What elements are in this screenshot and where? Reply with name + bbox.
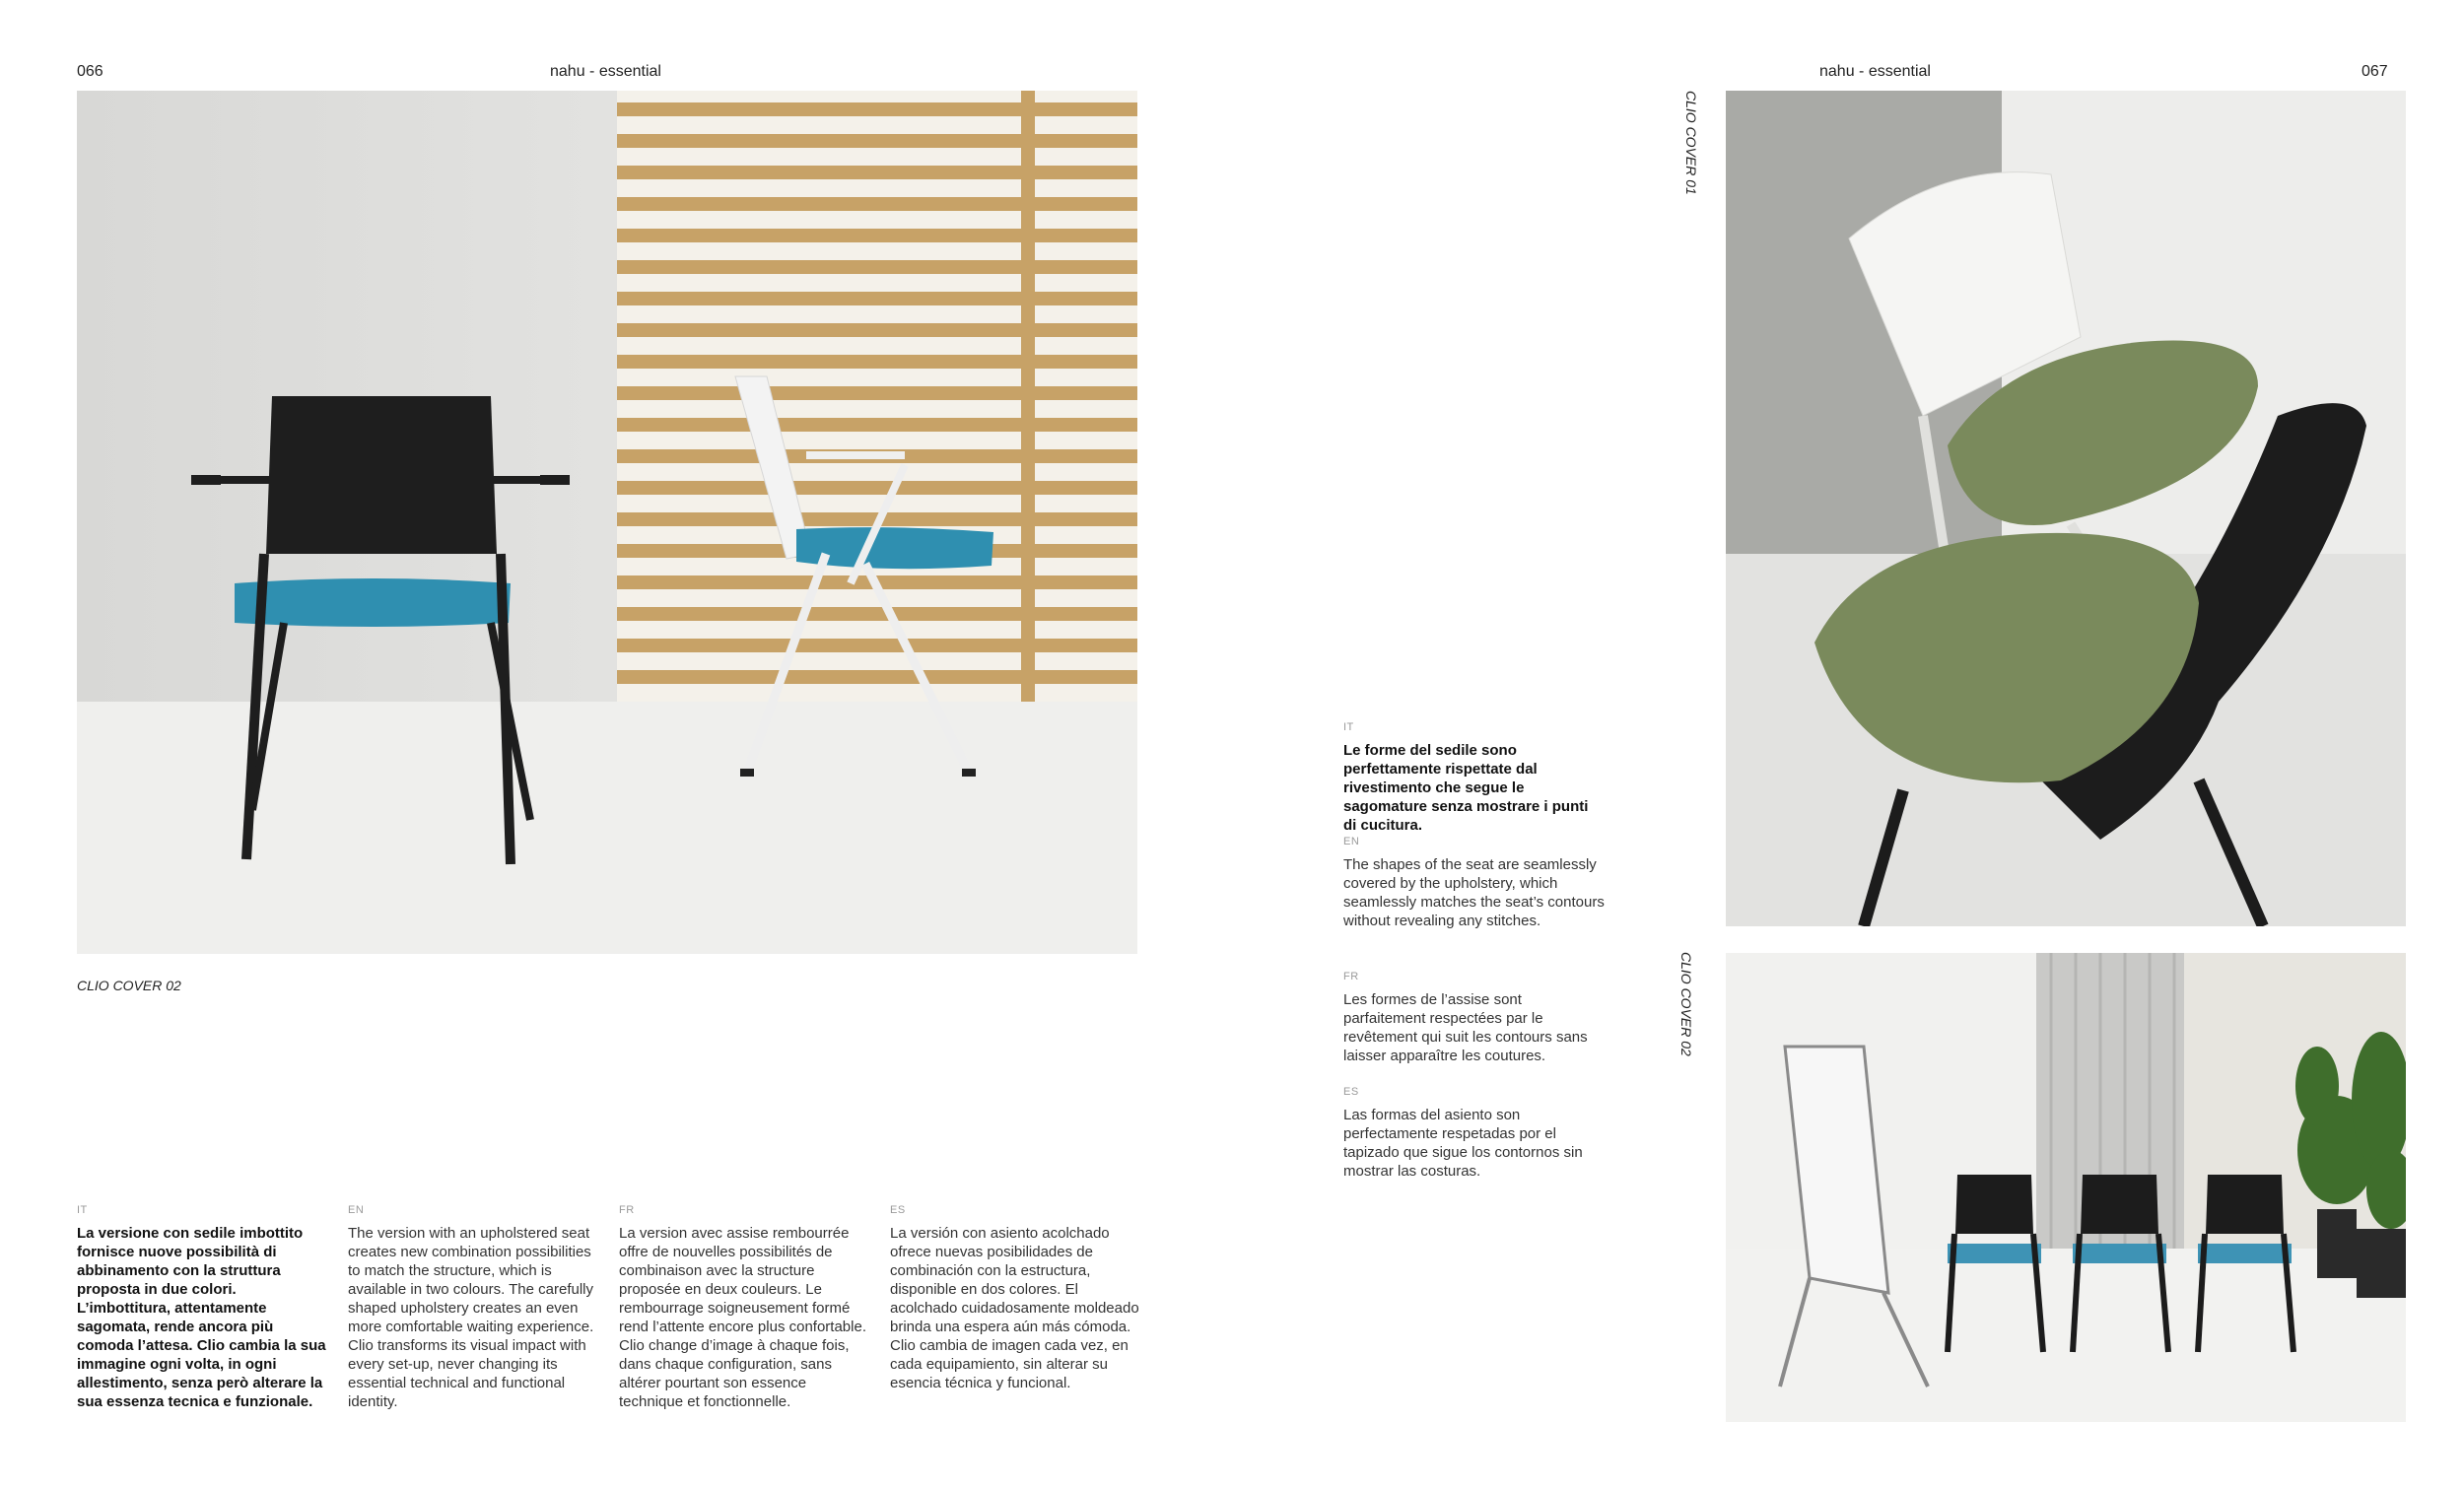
page-number-left: 066: [77, 63, 103, 80]
language-tag: IT: [77, 1204, 88, 1216]
body-text: Le forme del sedile sono perfettamente rispettate dal rivestimento che segue le sagomature senza mostrare i punti di cucitura.: [1343, 742, 1589, 834]
language-tag: IT: [1343, 721, 1354, 733]
body-text: Las formas del asiento son perfectamente respetadas por el tapizado que sigue los contornos sin mostrar las costuras.: [1343, 1107, 1583, 1180]
photo-caption-left: CLIO COVER 02: [77, 978, 181, 993]
photo-clio-cover-01-closeup: [1726, 91, 2406, 926]
text-column-it: [77, 1204, 329, 1411]
text-column-en: [348, 1204, 600, 1411]
body-text: The shapes of the seat are seamlessly covered by the upholstery, which seamlessly matches the seat’s contours without revealing any stitches.: [1343, 856, 1605, 929]
text-block-es: [1343, 1086, 1605, 1181]
language-tag: FR: [1343, 971, 1359, 982]
running-head-left: nahu - essential: [550, 63, 661, 80]
language-tag: FR: [619, 1204, 635, 1216]
body-text: La version avec assise rembourrée offre de nouvelles possibilités de combinaison avec la structure proposée en deux couleurs. Le rembourrage soigneusement formé rend l’attente encore plus confortable. Clio change d’image à chaque fois, dans chaque configuration, sans altérer pourtant son essence technique et fonctionnelle.: [619, 1225, 866, 1410]
photo-clio-cover-02-room: [1726, 953, 2406, 1422]
body-text: The version with an upholstered seat creates new combination possibilities to match the structure, which is available in two colours. The carefully shaped upholstery creates an even more comfortable waiting experience. Clio transforms its visual impact with every set-up, never changing its essential technical and functional identity.: [348, 1225, 594, 1410]
body-text: La versione con sedile imbottito fornisce nuove possibilità di abbinamento con la struttura proposta in due colori. L’imbottitura, attentamente sagomata, rende ancora più comoda l’attesa. Clio cambia la sua immagine ogni volta, in ogni allestimento, senza però alterare la sua essenza tecnica e funzionale.: [77, 1225, 326, 1410]
page-number-right: 067: [2361, 63, 2388, 80]
text-column-es: [890, 1204, 1142, 1392]
body-text: Les formes de l’assise sont parfaitement respectées par le revêtement qui suit les contours sans laisser apparaître les coutures.: [1343, 991, 1588, 1064]
language-tag: ES: [1343, 1086, 1359, 1098]
running-head-right: nahu - essential: [1819, 63, 1931, 80]
language-tag: EN: [348, 1204, 365, 1216]
language-tag: EN: [1343, 836, 1360, 847]
text-block-en: [1343, 836, 1605, 930]
text-block-it: [1343, 721, 1605, 835]
text-column-fr: [619, 1204, 871, 1411]
body-text: La versión con asiento acolchado ofrece nuevas posibilidades de combinación con la estructura, disponible en dos colores. El acolchado cuidadosamente moldeado brinda una espera aún más cómoda. Clio cambia de imagen cada vez, en cada equipamiento, sin alterar su esencia técnica y funcional.: [890, 1225, 1139, 1391]
text-block-fr: [1343, 971, 1605, 1065]
photo-clio-cover-02-scene: [77, 91, 1137, 954]
language-tag: ES: [890, 1204, 906, 1216]
vertical-caption-bottom: CLIO COVER 02: [1678, 952, 1694, 1056]
vertical-caption-top: CLIO COVER 01: [1683, 91, 1699, 195]
